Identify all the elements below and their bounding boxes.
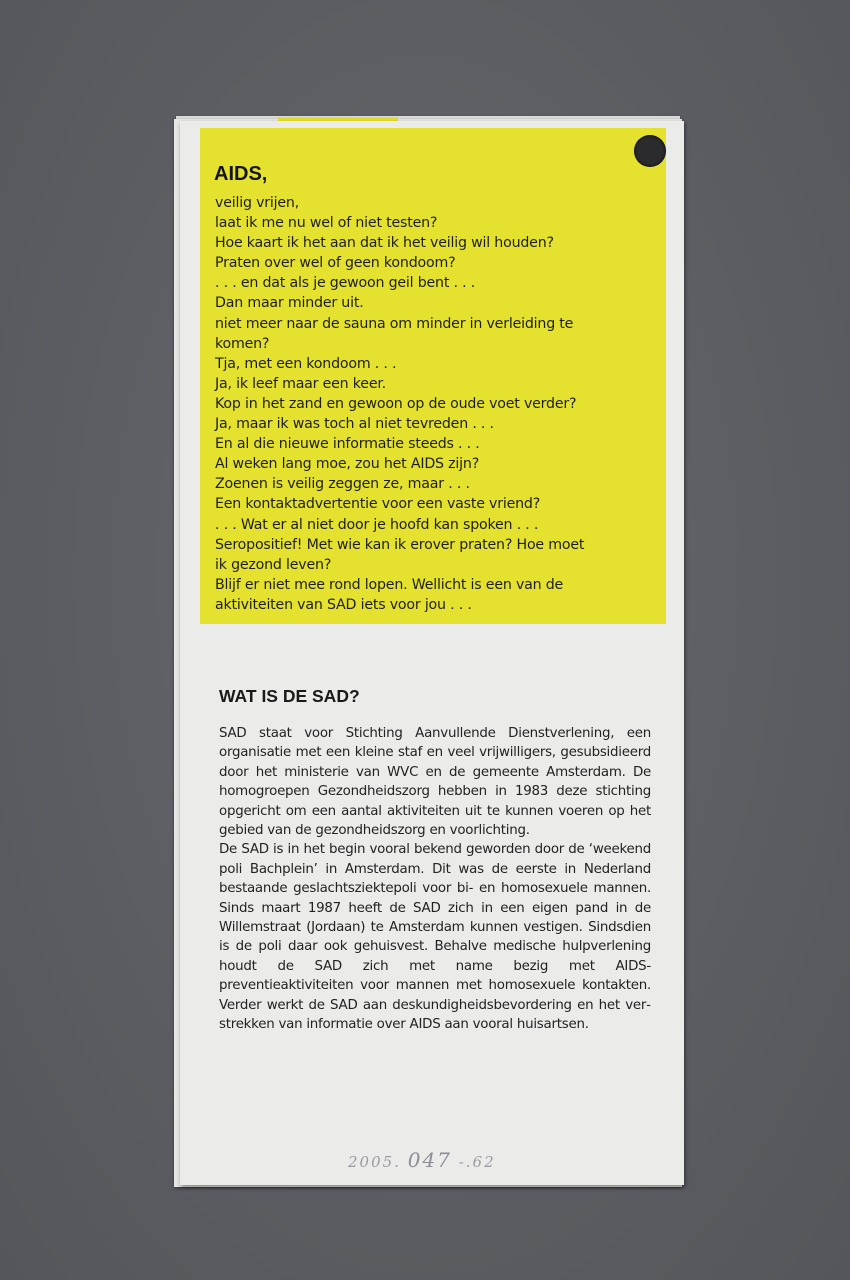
sad-body-text [219,724,651,1035]
inventory-prefix: 2005. [348,1153,401,1171]
aids-line: aktiviteiten van SAD iets voor jou . . . [215,596,472,613]
sad-paragraph: SAD staat voor Stichting Aanvullende Dienstverlening, een organisatie met een kleine staf en veel vrijwilligers, gesubsidieerd door het ministerie van WVC en de gemeente Amsterdam. De homogroepen Gezondheidszorg hebben in 1983 deze stichting opgericht om een aantal aktiviteiten uit te kunnen voeren op het gebied van de gezondheidszorg en voorlichting. [219,726,651,839]
aids-line: . . . en dat als je gewoon geil bent . . . [215,275,476,292]
aids-line: ik gezond leven? [215,556,332,573]
aids-line: Praten over wel of geen kondoom? [215,255,456,272]
aids-line: Kop in het zand en gewoon op de oude voet verder? [215,395,577,412]
aids-line: . . . Wat er al niet door je hoofd kan spoken . . . [215,516,539,533]
sad-paragraph: De SAD is in het begin vooral bekend geworden door de ‘weekend poli Bachplein’ in Amsterdam. Dit was de eerste in Nederland bestaande geslachtsziektepoli voor bi- en homosexuele mannen. Sinds maart 1987 heeft de SAD zich in een eigen pand in de Willemstraat (Jordaan) te Amsterdam kunnen vestigen. Sindsdien is de poli daar ook gehuisvest. Behalve medische hulpverlening houdt de SAD zich met name bezig met AIDS-preventieaktiviteiten voor mannen met homosexuele kontakten. Verder werkt de SAD aan deskundigheidsbevordering en het verstrekken van informatie over AIDS aan vooral huisartsen. [219,842,651,1033]
aids-heading: AIDS, [214,163,268,185]
aids-line: niet meer naar de sauna om minder in verleiding te [215,315,574,332]
aids-line: Al weken lang moe, zou het AIDS zijn? [215,456,480,473]
sad-heading: WAT IS DE SAD? [219,686,360,706]
aids-line: En al die nieuwe informatie steeds . . . [215,436,480,453]
inventory-number-pencil [348,1148,496,1172]
inventory-middle: 047 [407,1148,452,1172]
aids-line: Seropositief! Met wie kan ik erover praten? Hoe moet [215,536,585,553]
aids-line: komen? [215,335,270,352]
aids-line: Tja, met een kondoom . . . [215,355,397,372]
aids-line: Ja, maar ik was toch al niet tevreden . . . [215,416,494,433]
aids-line: Hoe kaart ik het aan dat ik het veilig wil houden? [215,235,554,252]
aids-line: Een kontaktadvertentie voor een vaste vriend? [215,496,541,513]
punch-hole [634,135,666,167]
aids-line: Dan maar minder uit. [215,295,364,312]
aids-line: veilig vrijen, [215,195,300,211]
aids-question-list [215,193,655,615]
aids-line: Blijf er niet mee rond lopen. Wellicht is een van de [215,576,564,593]
inventory-suffix: -.62 [458,1153,496,1171]
aids-line: Zoenen is veilig zeggen ze, maar . . . [215,476,470,493]
aids-line: Ja, ik leef maar een keer. [215,375,386,392]
aids-line: laat ik me nu wel of niet testen? [215,215,438,232]
